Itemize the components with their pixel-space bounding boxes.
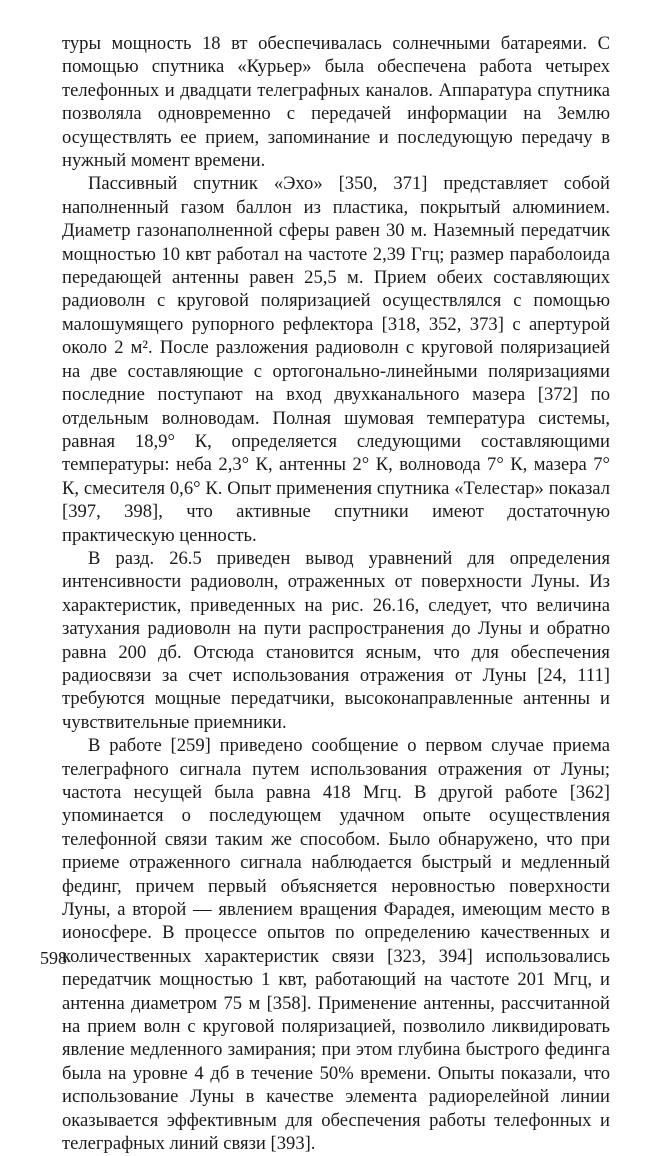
page-body — [62, 32, 610, 1156]
page-number: 598 — [40, 948, 67, 968]
paragraph-echo-satellite: Пассивный спутник «Эхо» [350, 371] представляет собой наполненный газом баллон из пластика, покрытый алюминием. Диаметр газонаполненной сферы равен 30 м. Наземный передатчик мощностью 10 квт работал на частоте 2,39 Ггц; размер параболоида передающей антенны равен 25,5 м. Прием обеих составляющих радиоволн с круговой поляризацией осуществлялся с помощью малошумящего рупорного рефлектора [318, 352, 373] с апертурой около 2 м². После разложения радиоволн с круговой поляризацией на две составляющие с ортогонально-линейными поляризациями последние поступают на вход двухканального мазера [372] по отдельным волноводам. Полная шумовая температура системы, равная 18,9° К, определяется следующими составляющими температуры: неба 2,3° К, антенны 2° К, волновода 7° К, мазера 7° К, смесителя 0,6° К. Опыт применения спутника «Телестар» показал [397, 398], что активные спутники имеют достаточную практическую ценность. — [62, 173, 610, 546]
paragraph-moon-attenuation: В разд. 26.5 приведен вывод уравнений для определения интенсивности радиоволн, отраженных от поверхности Луны. Из характеристик, приведенных на рис. 26.16, следует, что величина затухания радиоволн на пути распространения до Луны и обратно равна 200 дб. Отсюда становится ясным, что для обеспечения радиосвязи за счет использования отражения от Луны [24, 111] требуются мощные передатчики, высоконаправленные антенны и чувствительные приемники. — [62, 547, 610, 733]
paragraph-moon-reflection: В работе [259] приведено сообщение о первом случае приема телеграфного сигнала путем использования отражения от Луны; частота несущей была равна 418 Мгц. В другой работе [362] упоминается о последующем удачном опыте осуществления телефонной связи таким же способом. Было обнаружено, что при приеме отраженного сигнала наблюдается быстрый и медленный фединг, причем первый объясняется неровностью поверхности Луны, а второй — явлением вращения Фарадея, имеющим место в ионосфере. В процессе опытов по определению качественных и количественных характеристик связи [323, 394] использовались передатчик мощностью 1 квт, работающий на частоте 201 Мгц, и антенна диаметром 75 м [358]. Применение антенны, рассчитанной на прием волн с круговой поляризацией, позволило ликвидировать явление медленного замирания; при этом глубина быстрого фединга была на уровне 4 дб в течение 50% времени. Опыты показали, что использование Луны в качестве элемента радиорелейной линии оказывается эффективным для обеспечения работы телефонных и телеграфных линий связи [393]. — [62, 735, 610, 1155]
paragraph-continued: туры мощность 18 вт обеспечивалась солнечными батареями. С помощью спутника «Курьер» была обеспечена работа четырех телефонных и двадцати телеграфных каналов. Аппаратура спутника позволяла одновременно с передачей информации на Землю осуществлять ее прием, запоминание и последующую передачу в нужный момент времени. — [62, 33, 610, 172]
